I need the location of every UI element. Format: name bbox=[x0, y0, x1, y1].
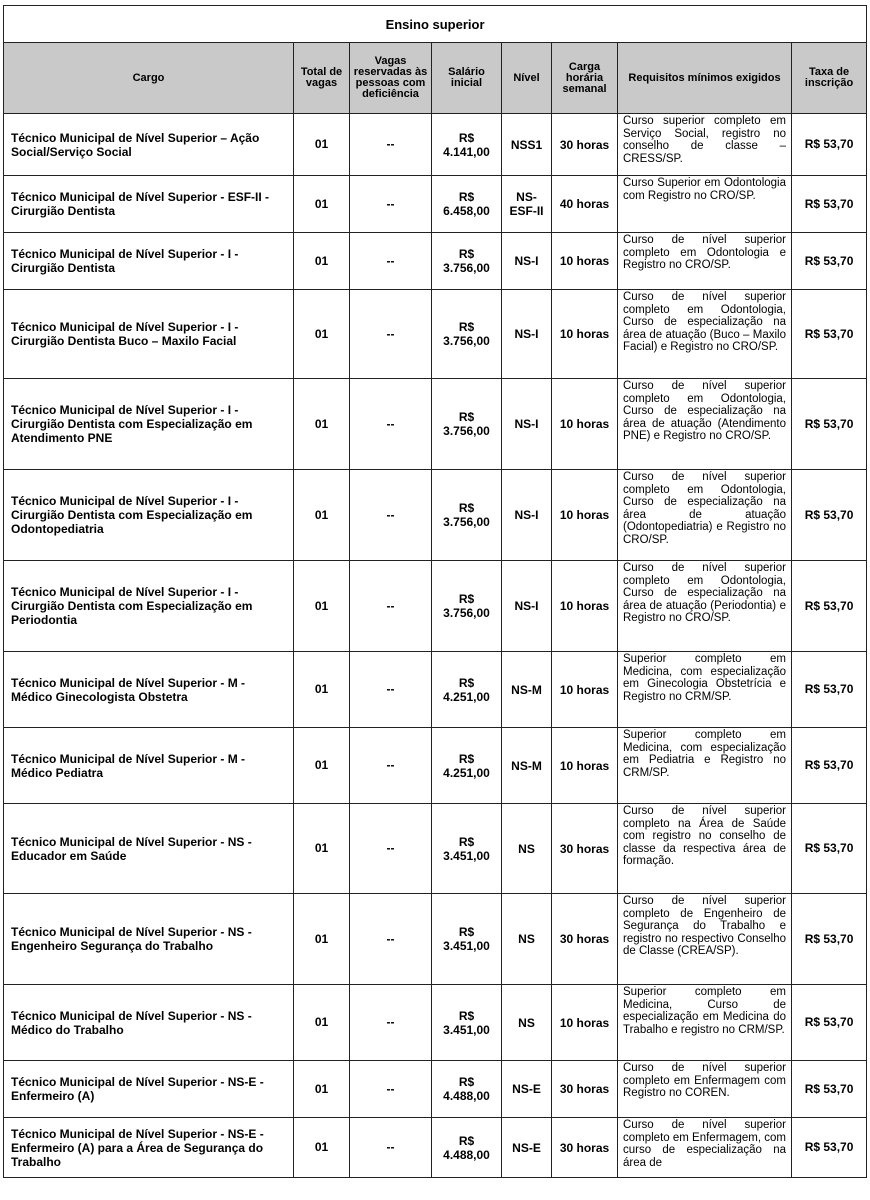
table-row bbox=[4, 985, 867, 1061]
cell-vagas-reservadas: -- bbox=[350, 652, 432, 728]
cell-cargo: Técnico Municipal de Nível Superior - I - Cirurgião Dentista bbox=[4, 233, 294, 290]
cell-taxa: R$ 53,70 bbox=[792, 176, 867, 233]
cell-requisitos: Curso de nível superior completo em Odontologia, Curso de especialização na área de atuação (Periodontia) e Registro no CRO/SP. bbox=[618, 561, 792, 652]
cell-nivel: NS-E bbox=[502, 1061, 552, 1118]
cell-salario: R$ 4.488,00 bbox=[432, 1118, 502, 1178]
cell-requisitos: Superior completo em Medicina, Curso de especialização em Medicina do Trabalho e registro no CRM/SP. bbox=[618, 985, 792, 1061]
cell-carga-horaria: 30 horas bbox=[552, 1061, 618, 1118]
table-row bbox=[4, 561, 867, 652]
cell-total-vagas: 01 bbox=[294, 114, 350, 176]
cell-taxa: R$ 53,70 bbox=[792, 728, 867, 804]
cell-salario: R$ 4.141,00 bbox=[432, 114, 502, 176]
header-taxa: Taxa de inscrição bbox=[792, 43, 867, 114]
cell-requisitos: Curso de nível superior completo na Área de Saúde com registro no conselho de classe da respectiva área de formação. bbox=[618, 804, 792, 894]
cell-vagas-reservadas: -- bbox=[350, 379, 432, 470]
cell-vagas-reservadas: -- bbox=[350, 1118, 432, 1178]
cell-salario: R$ 3.756,00 bbox=[432, 561, 502, 652]
cell-vagas-reservadas: -- bbox=[350, 804, 432, 894]
cell-cargo: Técnico Municipal de Nível Superior - NS-E - Enfermeiro (A) bbox=[4, 1061, 294, 1118]
cell-vagas-reservadas: -- bbox=[350, 985, 432, 1061]
cell-cargo: Técnico Municipal de Nível Superior - M - Médico Pediatra bbox=[4, 728, 294, 804]
table-header-row bbox=[4, 43, 867, 114]
cell-total-vagas: 01 bbox=[294, 1118, 350, 1178]
cell-nivel: NS-I bbox=[502, 561, 552, 652]
cell-nivel: NS bbox=[502, 985, 552, 1061]
cell-cargo: Técnico Municipal de Nível Superior - NS-E - Enfermeiro (A) para a Área de Segurança do Trabalho bbox=[4, 1118, 294, 1178]
cell-carga-horaria: 30 horas bbox=[552, 114, 618, 176]
cell-taxa: R$ 53,70 bbox=[792, 379, 867, 470]
cell-nivel: NS-I bbox=[502, 470, 552, 561]
table-row bbox=[4, 290, 867, 379]
cell-total-vagas: 01 bbox=[294, 233, 350, 290]
cell-carga-horaria: 10 horas bbox=[552, 985, 618, 1061]
cell-total-vagas: 01 bbox=[294, 985, 350, 1061]
cell-vagas-reservadas: -- bbox=[350, 728, 432, 804]
cell-salario: R$ 3.451,00 bbox=[432, 985, 502, 1061]
cell-taxa: R$ 53,70 bbox=[792, 652, 867, 728]
cell-salario: R$ 4.251,00 bbox=[432, 728, 502, 804]
cell-total-vagas: 01 bbox=[294, 652, 350, 728]
table-row bbox=[4, 652, 867, 728]
cell-cargo: Técnico Municipal de Nível Superior - I - Cirurgião Dentista com Especialização em Periodontia bbox=[4, 561, 294, 652]
cell-vagas-reservadas: -- bbox=[350, 561, 432, 652]
cell-nivel: NSS1 bbox=[502, 114, 552, 176]
cell-total-vagas: 01 bbox=[294, 1061, 350, 1118]
cell-carga-horaria: 30 horas bbox=[552, 894, 618, 985]
cell-nivel: NS-I bbox=[502, 290, 552, 379]
table-row bbox=[4, 176, 867, 233]
cell-nivel: NS-I bbox=[502, 379, 552, 470]
cell-carga-horaria: 10 horas bbox=[552, 290, 618, 379]
cell-nivel: NS-M bbox=[502, 728, 552, 804]
cell-cargo: Técnico Municipal de Nível Superior - M - Médico Ginecologista Obstetra bbox=[4, 652, 294, 728]
header-requisitos: Requisitos mínimos exigidos bbox=[618, 43, 792, 114]
cell-carga-horaria: 10 horas bbox=[552, 561, 618, 652]
cell-taxa: R$ 53,70 bbox=[792, 985, 867, 1061]
table-row bbox=[4, 894, 867, 985]
cell-cargo: Técnico Municipal de Nível Superior - NS - Engenheiro Segurança do Trabalho bbox=[4, 894, 294, 985]
cell-nivel: NS-ESF-II bbox=[502, 176, 552, 233]
table-title-row bbox=[4, 6, 867, 43]
cell-requisitos: Curso superior completo em Serviço Social, registro no conselho de classe – CRESS/SP. bbox=[618, 114, 792, 176]
cell-cargo: Técnico Municipal de Nível Superior - I - Cirurgião Dentista Buco – Maxilo Facial bbox=[4, 290, 294, 379]
cell-salario: R$ 4.251,00 bbox=[432, 652, 502, 728]
header-salario: Salário inicial bbox=[432, 43, 502, 114]
table-title: Ensino superior bbox=[4, 6, 867, 43]
cell-carga-horaria: 30 horas bbox=[552, 1118, 618, 1178]
cell-taxa: R$ 53,70 bbox=[792, 894, 867, 985]
cell-total-vagas: 01 bbox=[294, 894, 350, 985]
table-row bbox=[4, 379, 867, 470]
cell-total-vagas: 01 bbox=[294, 176, 350, 233]
cell-taxa: R$ 53,70 bbox=[792, 1061, 867, 1118]
cell-vagas-reservadas: -- bbox=[350, 1061, 432, 1118]
cell-salario: R$ 3.451,00 bbox=[432, 804, 502, 894]
cell-total-vagas: 01 bbox=[294, 379, 350, 470]
cell-requisitos: Curso de nível superior completo em Odontologia, Curso de especialização na área de atuação (Odontopediatria) e Registro no CRO/SP. bbox=[618, 470, 792, 561]
cell-salario: R$ 3.756,00 bbox=[432, 379, 502, 470]
cell-cargo: Técnico Municipal de Nível Superior - NS - Médico do Trabalho bbox=[4, 985, 294, 1061]
cell-vagas-reservadas: -- bbox=[350, 290, 432, 379]
cell-cargo: Técnico Municipal de Nível Superior - I - Cirurgião Dentista com Especialização em Odontopediatria bbox=[4, 470, 294, 561]
cell-vagas-reservadas: -- bbox=[350, 470, 432, 561]
header-carga-horaria: Carga horária semanal bbox=[552, 43, 618, 114]
header-cargo: Cargo bbox=[4, 43, 294, 114]
cell-taxa: R$ 53,70 bbox=[792, 470, 867, 561]
document-page bbox=[3, 5, 866, 1178]
cell-salario: R$ 6.458,00 bbox=[432, 176, 502, 233]
cell-carga-horaria: 10 horas bbox=[552, 233, 618, 290]
cell-taxa: R$ 53,70 bbox=[792, 561, 867, 652]
cell-carga-horaria: 10 horas bbox=[552, 379, 618, 470]
cell-requisitos: Superior completo em Medicina, com especialização em Ginecologia Obstetrícia e Registro no CRM/SP. bbox=[618, 652, 792, 728]
table-row bbox=[4, 728, 867, 804]
cell-requisitos: Curso de nível superior completo de Engenheiro de Segurança do Trabalho e registro no respectivo Conselho de Classe (CREA/SP). bbox=[618, 894, 792, 985]
cell-requisitos: Curso de nível superior completo em Odontologia e Registro no CRO/SP. bbox=[618, 233, 792, 290]
cell-taxa: R$ 53,70 bbox=[792, 1118, 867, 1178]
cell-total-vagas: 01 bbox=[294, 728, 350, 804]
table-row bbox=[4, 1118, 867, 1178]
cell-salario: R$ 3.756,00 bbox=[432, 233, 502, 290]
cell-nivel: NS-E bbox=[502, 1118, 552, 1178]
header-nivel: Nível bbox=[502, 43, 552, 114]
header-vagas-reservadas: Vagas reservadas às pessoas com deficiência bbox=[350, 43, 432, 114]
cell-requisitos: Curso de nível superior completo em Odontologia, Curso de especialização na área de atuação (Buco – Maxilo Facial) e Registro no CRO/SP. bbox=[618, 290, 792, 379]
cell-requisitos: Curso Superior em Odontologia com Registro no CRO/SP. bbox=[618, 176, 792, 233]
cell-carga-horaria: 40 horas bbox=[552, 176, 618, 233]
cell-carga-horaria: 10 horas bbox=[552, 652, 618, 728]
cell-carga-horaria: 10 horas bbox=[552, 470, 618, 561]
cell-requisitos: Curso de nível superior completo em Enfermagem, com curso de especialização na área de bbox=[618, 1118, 792, 1178]
cell-requisitos: Superior completo em Medicina, com especialização em Pediatria e Registro no CRM/SP. bbox=[618, 728, 792, 804]
cell-requisitos: Curso de nível superior completo em Enfermagem com Registro no COREN. bbox=[618, 1061, 792, 1118]
vacancy-table bbox=[3, 5, 867, 1178]
cell-salario: R$ 3.756,00 bbox=[432, 470, 502, 561]
cell-total-vagas: 01 bbox=[294, 804, 350, 894]
cell-vagas-reservadas: -- bbox=[350, 233, 432, 290]
cell-requisitos: Curso de nível superior completo em Odontologia, Curso de especialização na área de atuação (Atendimento PNE) e Registro no CRO/SP. bbox=[618, 379, 792, 470]
cell-vagas-reservadas: -- bbox=[350, 176, 432, 233]
cell-nivel: NS bbox=[502, 894, 552, 985]
cell-nivel: NS-I bbox=[502, 233, 552, 290]
cell-vagas-reservadas: -- bbox=[350, 894, 432, 985]
table-row bbox=[4, 233, 867, 290]
cell-cargo: Técnico Municipal de Nível Superior - I - Cirurgião Dentista com Especialização em Atendimento PNE bbox=[4, 379, 294, 470]
cell-salario: R$ 3.451,00 bbox=[432, 894, 502, 985]
cell-cargo: Técnico Municipal de Nível Superior - NS - Educador em Saúde bbox=[4, 804, 294, 894]
cell-cargo: Técnico Municipal de Nível Superior – Ação Social/Serviço Social bbox=[4, 114, 294, 176]
cell-carga-horaria: 10 horas bbox=[552, 728, 618, 804]
cell-taxa: R$ 53,70 bbox=[792, 114, 867, 176]
cell-salario: R$ 3.756,00 bbox=[432, 290, 502, 379]
header-total-vagas: Total de vagas bbox=[294, 43, 350, 114]
cell-taxa: R$ 53,70 bbox=[792, 290, 867, 379]
cell-total-vagas: 01 bbox=[294, 470, 350, 561]
cell-vagas-reservadas: -- bbox=[350, 114, 432, 176]
cell-cargo: Técnico Municipal de Nível Superior - ESF-II - Cirurgião Dentista bbox=[4, 176, 294, 233]
cell-nivel: NS-M bbox=[502, 652, 552, 728]
table-row bbox=[4, 114, 867, 176]
cell-carga-horaria: 30 horas bbox=[552, 804, 618, 894]
table-row bbox=[4, 804, 867, 894]
table-row bbox=[4, 1061, 867, 1118]
cell-nivel: NS bbox=[502, 804, 552, 894]
table-row bbox=[4, 470, 867, 561]
cell-salario: R$ 4.488,00 bbox=[432, 1061, 502, 1118]
cell-total-vagas: 01 bbox=[294, 561, 350, 652]
cell-total-vagas: 01 bbox=[294, 290, 350, 379]
cell-taxa: R$ 53,70 bbox=[792, 804, 867, 894]
cell-taxa: R$ 53,70 bbox=[792, 233, 867, 290]
